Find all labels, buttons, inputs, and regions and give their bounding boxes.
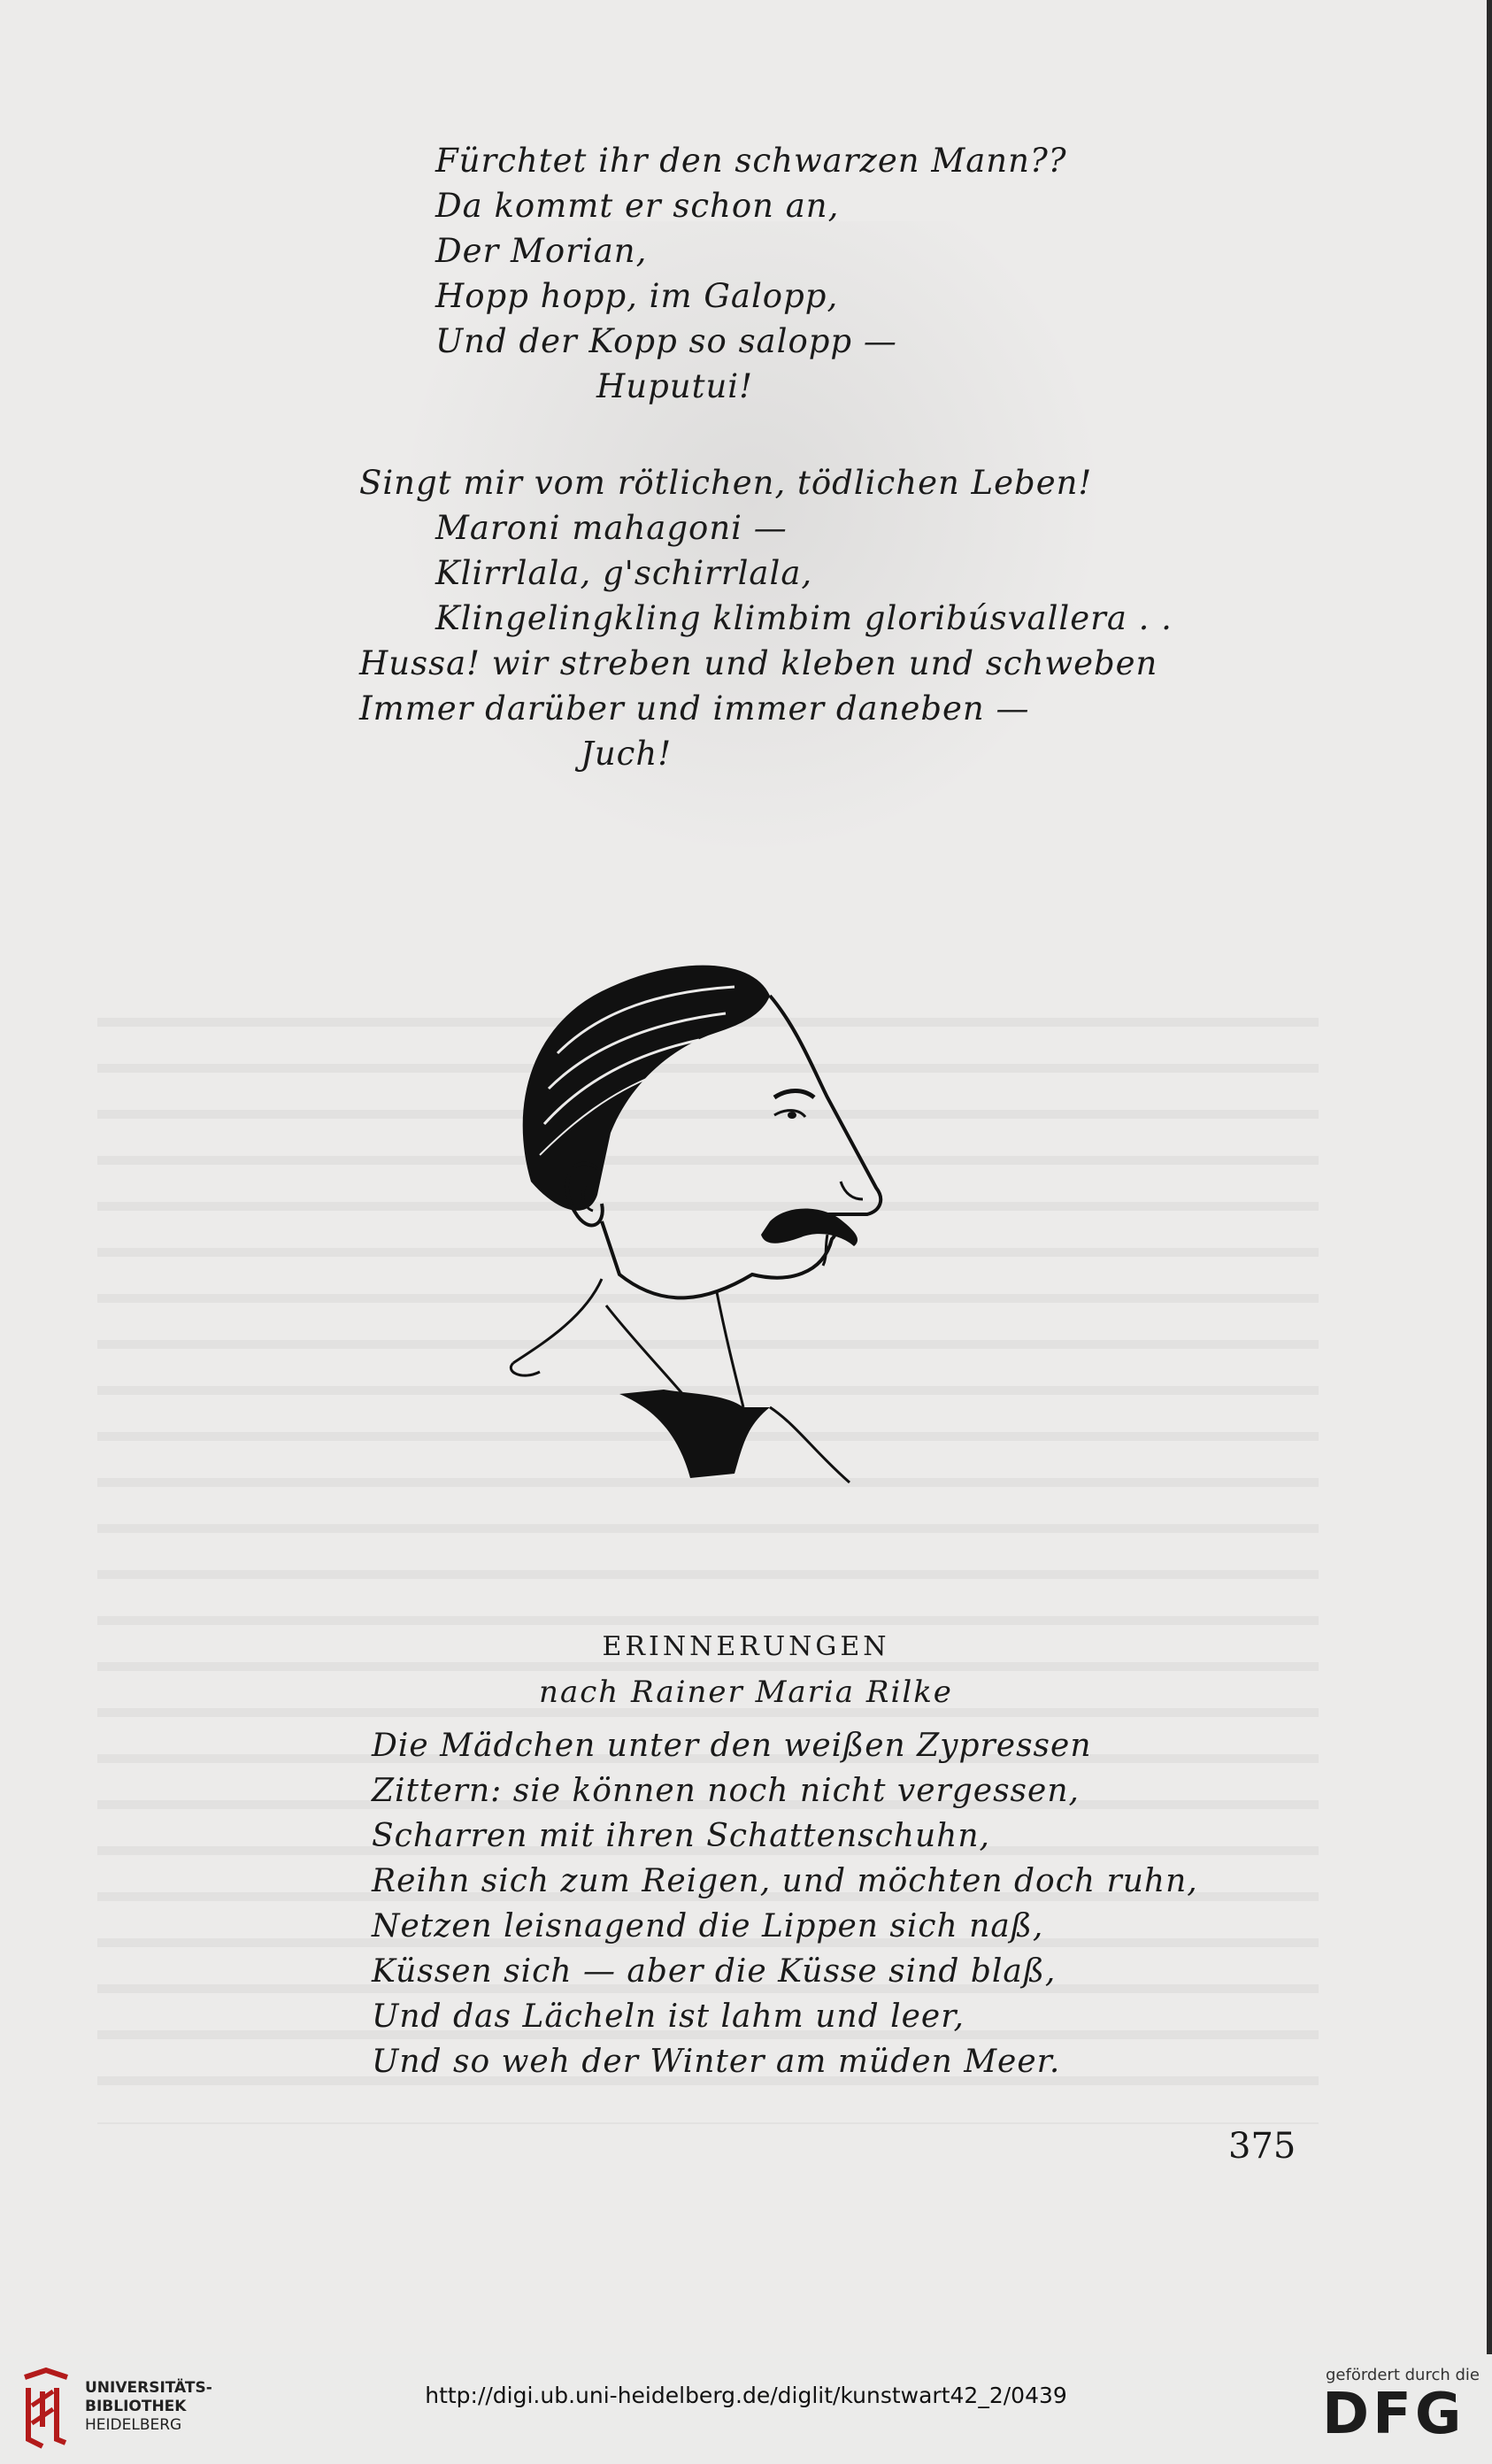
verse-line: Huputui! bbox=[596, 367, 754, 405]
footer-bar bbox=[0, 2354, 1492, 2464]
verse-line: Und das Lächeln ist lahm und leer, bbox=[372, 1998, 965, 2035]
poem-subtitle: nach Rainer Maria Rilke bbox=[539, 1675, 953, 1710]
verse-line: Da kommt er schon an, bbox=[435, 187, 840, 225]
verse-line: Zittern: sie können noch nicht vergessen, bbox=[372, 1773, 1080, 1809]
library-name-line: BIBLIOTHEK bbox=[85, 2398, 187, 2415]
verse-line: Klingelingkling klimbim gloribúsvallera . . bbox=[435, 599, 1173, 637]
verse-line: Juch! bbox=[581, 735, 673, 773]
permalink-url[interactable]: http://digi.ub.uni-heidelberg.de/diglit/kunstwart42_2/0439 bbox=[425, 2383, 1067, 2408]
verse-line: Fürchtet ihr den schwarzen Mann?? bbox=[435, 142, 1067, 180]
portrait-caricature bbox=[504, 929, 920, 1549]
funding-note: gefördert durch die bbox=[1326, 2366, 1480, 2384]
verse-line: Maroni mahagoni — bbox=[435, 509, 788, 547]
verse-line: Scharren mit ihren Schattenschuhn, bbox=[372, 1818, 990, 1854]
verse-line: Klirrlala, g'schirrlala, bbox=[435, 554, 813, 592]
verse-line: Und der Kopp so salopp — bbox=[435, 322, 897, 360]
verse-line: Küssen sich — aber die Küsse sind blaß, bbox=[372, 1953, 1057, 1990]
verse-line: Und so weh der Winter am müden Meer. bbox=[372, 2044, 1061, 2080]
verse-line: Hopp hopp, im Galopp, bbox=[435, 277, 839, 315]
verse-line: Der Morian, bbox=[435, 232, 648, 270]
library-name-line: UNIVERSITÄTS- bbox=[85, 2379, 212, 2397]
verse-line: Die Mädchen unter den weißen Zypressen bbox=[372, 1728, 1092, 1764]
verse-line: Immer darüber und immer daneben — bbox=[359, 689, 1030, 728]
verse-line: Hussa! wir streben und kleben und schweben bbox=[359, 644, 1158, 682]
page-number: 375 bbox=[1228, 2126, 1296, 2167]
library-name-line: HEIDELBERG bbox=[85, 2416, 182, 2434]
verse-line: Reihn sich zum Reigen, und möchten doch ruhn, bbox=[372, 1863, 1198, 1899]
dfg-logo: DFG bbox=[1322, 2382, 1465, 2447]
verse-line: Netzen leisnagend die Lippen sich naß, bbox=[372, 1908, 1044, 1944]
verse-line: Singt mir vom rötlichen, tödlichen Leben! bbox=[359, 464, 1093, 502]
poem-title: ERINNERUNGEN bbox=[602, 1631, 890, 1662]
